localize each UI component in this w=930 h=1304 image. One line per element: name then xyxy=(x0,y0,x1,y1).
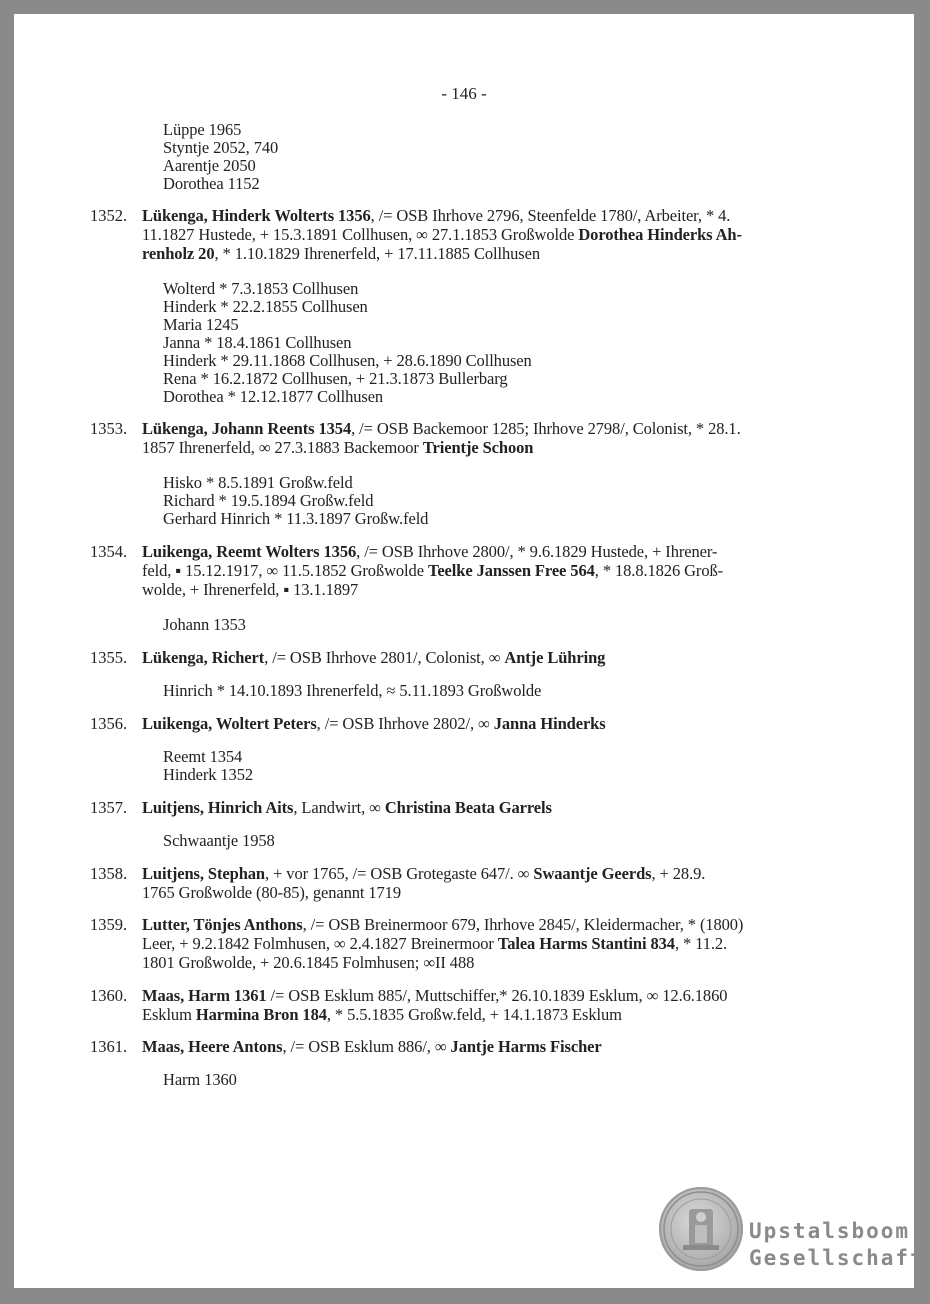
text-line xyxy=(163,352,532,370)
entry-line xyxy=(142,543,717,561)
text-run: , * 5.5.1835 Großw.feld, + 14.1.1873 Esklum xyxy=(326,1005,622,1024)
bold-name: Luitjens, Hinrich Aits xyxy=(142,798,294,817)
entry-line xyxy=(142,207,730,225)
text-run: , + 28.9. xyxy=(651,864,706,883)
text-run: Esklum xyxy=(142,1005,196,1024)
text-line xyxy=(163,370,508,388)
entry-line xyxy=(142,420,741,438)
text-run: , /= OSB Backemoor 1285; Ihrhove 2798/, Colonist, * 28.1. xyxy=(351,419,741,438)
text-run: feld, ▪ 15.12.1917, ∞ 11.5.1852 Großwolde xyxy=(142,561,428,580)
text-run: Hinrich * 14.10.1893 Ihrenerfeld, ≈ 5.11.1893 Großwolde xyxy=(163,681,542,700)
text-line xyxy=(142,954,474,972)
text-line xyxy=(142,935,727,953)
bold-name: Maas, Heere Antons xyxy=(142,1037,283,1056)
text-run: Hinderk * 29.11.1868 Collhusen, + 28.6.1890 Collhusen xyxy=(163,351,532,370)
text-line xyxy=(163,334,351,352)
logo-line-2: Gesellschaft xyxy=(749,1246,925,1270)
bold-name: renholz 20 xyxy=(142,244,215,263)
bold-name: Dorothea Hinderks Ah- xyxy=(578,225,742,244)
text-run: , /= OSB Esklum 886/, ∞ xyxy=(282,1037,451,1056)
text-line xyxy=(142,245,540,263)
bold-name: Trientje Schoon xyxy=(422,438,534,457)
bold-name: Teelke Janssen Free 564 xyxy=(427,561,595,580)
entry-number: 1352. xyxy=(90,206,128,225)
text-run: , * 11.2. xyxy=(674,934,728,953)
text-line xyxy=(163,316,239,334)
text-line xyxy=(163,1071,237,1089)
text-run: 1765 Großwolde (80-85), genannt 1719 xyxy=(142,883,401,902)
text-line xyxy=(142,439,533,457)
text-run: Dorothea 1152 xyxy=(163,174,260,193)
bold-name: Swaantje Geerds xyxy=(533,864,652,883)
text-run: Johann 1353 xyxy=(163,615,246,634)
entry-number: 1355. xyxy=(90,648,128,667)
text-run: Janna * 18.4.1861 Collhusen xyxy=(163,333,352,352)
text-run: Harm 1360 xyxy=(163,1070,237,1089)
text-run: Lüppe 1965 xyxy=(163,120,242,139)
entry-number: 1356. xyxy=(90,714,128,733)
entry-line xyxy=(142,916,743,934)
text-run: , /= OSB Ihrhove 2800/, * 9.6.1829 Hustede, + Ihrener- xyxy=(356,542,718,561)
text-run: , Landwirt, ∞ xyxy=(293,798,385,817)
entry-number: 1360. xyxy=(90,986,128,1005)
text-run: Wolterd * 7.3.1853 Collhusen xyxy=(163,279,359,298)
text-line xyxy=(142,1006,622,1024)
text-line xyxy=(163,492,373,510)
text-run: wolde, + Ihrenerfeld, ▪ 13.1.1897 xyxy=(142,580,359,599)
text-line xyxy=(163,748,242,766)
page-number: - 146 - xyxy=(441,84,487,103)
bold-name: Jantje Harms Fischer xyxy=(450,1037,602,1056)
entry-line xyxy=(142,649,605,667)
text-line xyxy=(142,562,723,580)
entry-line xyxy=(142,799,552,817)
text-line xyxy=(163,139,278,157)
text-run: Hinderk 1352 xyxy=(163,765,253,784)
text-line xyxy=(163,157,256,175)
text-run: , + vor 1765, /= OSB Grotegaste 647/. ∞ xyxy=(265,864,534,883)
text-run: , /= OSB Ihrhove 2801/, Colonist, ∞ xyxy=(264,648,505,667)
bold-name: Luikenga, Woltert Peters xyxy=(142,714,317,733)
bold-name: Talea Harms Stantini 834 xyxy=(497,934,675,953)
entry-number: 1353. xyxy=(90,419,128,438)
entry-number: 1354. xyxy=(90,542,128,561)
bold-name: Lükenga, Richert xyxy=(142,648,265,667)
logo-line-1: Upstalsboom xyxy=(749,1219,911,1243)
document-page xyxy=(14,14,925,1288)
text-run: Dorothea * 12.12.1877 Collhusen xyxy=(163,387,384,406)
text-line xyxy=(163,766,253,784)
text-run: Leer, + 9.2.1842 Folmhusen, ∞ 2.4.1827 Breinermoor xyxy=(142,934,498,953)
bold-name: Luikenga, Reemt Wolters 1356 xyxy=(142,542,357,561)
entry-number: 1359. xyxy=(90,915,128,934)
text-run: , /= OSB Breinermoor 679, Ihrhove 2845/, Kleidermacher, * (1800) xyxy=(302,915,744,934)
text-line xyxy=(163,510,428,528)
text-run: , /= OSB Ihrhove 2796, Steenfelde 1780/, Arbeiter, * 4. xyxy=(370,206,731,225)
text-line xyxy=(142,226,742,244)
text-run: , /= OSB Ihrhove 2802/, ∞ xyxy=(316,714,494,733)
text-run: /= OSB Esklum 885/, Muttschiffer,* 26.10.1839 Esklum, ∞ 12.6.1860 xyxy=(266,986,728,1005)
bold-name: Antje Lühring xyxy=(504,648,606,667)
text-line xyxy=(142,581,358,599)
bold-name: Lutter, Tönjes Anthons xyxy=(142,915,303,934)
text-run: Hisko * 8.5.1891 Großw.feld xyxy=(163,473,353,492)
entry-line xyxy=(142,987,727,1005)
bold-name: Luitjens, Stephan xyxy=(142,864,266,883)
text-run: Aarentje 2050 xyxy=(163,156,256,175)
text-run: Gerhard Hinrich * 11.3.1897 Großw.feld xyxy=(163,509,429,528)
text-line xyxy=(163,175,260,193)
entry-number: 1358. xyxy=(90,864,128,883)
society-seal-icon xyxy=(659,1187,743,1271)
text-run: Hinderk * 22.2.1855 Collhusen xyxy=(163,297,368,316)
text-run: Styntje 2052, 740 xyxy=(163,138,279,157)
text-run: Maria 1245 xyxy=(163,315,239,334)
text-line xyxy=(142,884,401,902)
entry-line xyxy=(142,1038,602,1056)
text-line xyxy=(163,121,241,139)
bold-name: Christina Beata Garrels xyxy=(384,798,552,817)
text-run: Reemt 1354 xyxy=(163,747,243,766)
text-line xyxy=(163,474,353,492)
entry-number: 1357. xyxy=(90,798,128,817)
bold-name: Maas, Harm 1361 xyxy=(142,986,267,1005)
text-run: Rena * 16.2.1872 Collhusen, + 21.3.1873 Bullerbarg xyxy=(163,369,508,388)
bold-name: Harmina Bron 184 xyxy=(195,1005,327,1024)
text-run: 1857 Ihrenerfeld, ∞ 27.3.1883 Backemoor xyxy=(142,438,423,457)
bold-name: Janna Hinderks xyxy=(493,714,606,733)
text-run: , * 18.8.1826 Groß- xyxy=(594,561,724,580)
text-run: Schwaantje 1958 xyxy=(163,831,275,850)
text-run: Richard * 19.5.1894 Großw.feld xyxy=(163,491,374,510)
text-line xyxy=(163,298,368,316)
entry-number: 1361. xyxy=(90,1037,128,1056)
text-line xyxy=(163,832,275,850)
text-run: , * 1.10.1829 Ihrenerfeld, + 17.11.1885 Collhusen xyxy=(214,244,540,263)
bold-name: Lükenga, Johann Reents 1354 xyxy=(142,419,352,438)
text-line xyxy=(163,616,246,634)
text-line xyxy=(163,388,383,406)
text-line xyxy=(163,280,358,298)
entry-line xyxy=(142,865,705,883)
entry-line xyxy=(142,715,606,733)
text-run: 1801 Großwolde, + 20.6.1845 Folmhusen; ∞II 488 xyxy=(142,953,475,972)
text-run: 11.1827 Hustede, + 15.3.1891 Collhusen, ∞ 27.1.1853 Großwolde xyxy=(142,225,579,244)
text-line xyxy=(163,682,541,700)
bold-name: Lükenga, Hinderk Wolterts 1356 xyxy=(142,206,371,225)
